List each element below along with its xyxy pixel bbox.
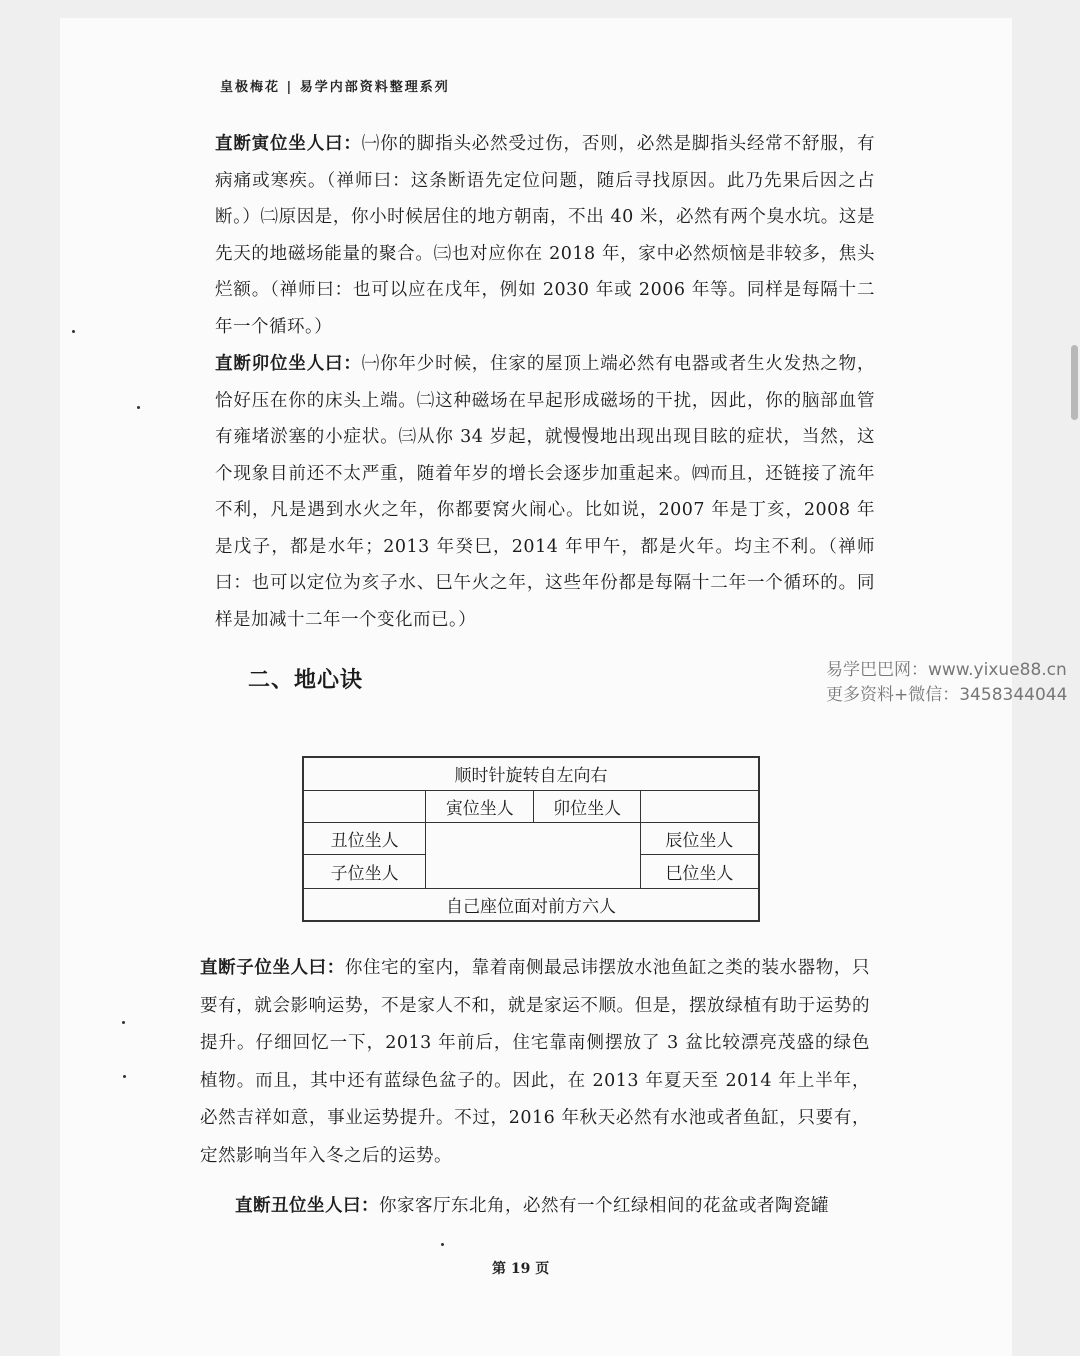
paragraph-zi	[200, 950, 870, 1175]
paragraph-label: 直断卯位坐人曰：	[215, 354, 362, 374]
diagram-cell-si: 巳位坐人	[640, 854, 759, 888]
paragraph-label: 直断丑位坐人曰：	[235, 1196, 379, 1216]
scan-speck	[72, 330, 75, 333]
paragraph-text: ㈠你年少时候，住家的屋顶上端必然有电器或者生火发热之物，恰好压在你的床头上端。㈡这种磁场在早起形成磁场的干扰，因此，你的脑部血管有雍堵淤塞的小症状。㈢从你 34 岁起，就慢慢地出现出现目眩的症状，当然，这个现象目前还不太严重，随着年岁的增长会逐步加重起来。㈣而且，还链接了流年不利，凡是遇到水火之年，你都要窝火闹心。比如说，2007 年是丁亥，2008 年是戊子，都是水年；2013 年癸巳，2014 年甲午，都是火年。均主不利。（禅师曰：也可以定位为亥子水、巳午火之年，这些年份都是每隔十二年一个循环的。同样是加减十二年一个变化而已。）	[215, 354, 876, 630]
page-number: 第 19 页	[492, 1261, 550, 1277]
paragraph-label: 直断子位坐人曰：	[200, 958, 345, 978]
scan-speck	[441, 1243, 444, 1246]
diagram-empty-cell	[640, 790, 759, 822]
scan-speck	[123, 1075, 126, 1078]
diagram-empty-cell	[303, 790, 426, 822]
paragraph-yin	[215, 126, 875, 345]
diagram-cell-chou: 丑位坐人	[303, 822, 426, 854]
diagram-top-label: 顺时针旋转自左向右	[303, 757, 759, 790]
paragraph-text: 你住宅的室内，靠着南侧最忌讳摆放水池鱼缸之类的装水器物，只要有，就会影响运势，不是家人不和，就是家运不顺。但是，摆放绿植有助于运势的提升。仔细回忆一下，2013 年前后，住宅靠南侧摆放了 3 盆比较漂亮茂盛的绿色植物。而且，其中还有蓝绿色盆子的。因此，在 2013 年夏天至 2014 年上半年，必然吉祥如意，事业运势提升。不过，2016 年秋天必然有水池或者鱼缸，只要有，定然影响当年入冬之后的运势。	[200, 958, 870, 1166]
scan-speck	[122, 1021, 125, 1024]
running-header: 皇极梅花 | 易学内部资料整理系列	[220, 80, 450, 95]
diagram-cell-zi: 子位坐人	[303, 854, 426, 888]
paragraph-chou	[235, 1188, 875, 1225]
paragraph-label: 直断寅位坐人曰：	[215, 134, 362, 154]
seating-diagram	[302, 756, 760, 922]
section-heading: 二、地心诀	[248, 667, 364, 693]
watermark-site: 易学巴巴网：www.yixue88.cn	[826, 660, 1067, 680]
diagram-cell-mao: 卯位坐人	[534, 790, 640, 822]
watermark-contact: 更多资料+微信：3458344044	[826, 685, 1068, 705]
diagram-center	[426, 822, 641, 888]
scan-speck	[137, 406, 140, 409]
diagram-bottom-label: 自己座位面对前方六人	[303, 888, 759, 921]
paragraph-text: ㈠你的脚指头必然受过伤，否则，必然是脚指头经常不舒服，有病痛或寒疾。（禅师曰：这条断语先定位问题，随后寻找原因。此乃先果后因之占断。）㈡原因是，你小时候居住的地方朝南，不出 40 米，必然有两个臭水坑。这是先天的地磁场能量的聚合。㈢也对应你在 2018 年，家中必然烦恼是非较多，焦头烂额。（禅师曰：也可以应在戊年，例如 2030 年或 2006 年等。同样是每隔十二年一个循环。）	[215, 134, 876, 337]
diagram-cell-chen: 辰位坐人	[640, 822, 759, 854]
paragraph-mao	[215, 346, 875, 638]
scrollbar-thumb[interactable]	[1071, 345, 1078, 420]
paragraph-text: 你家客厅东北角，必然有一个红绿相间的花盆或者陶瓷罐	[379, 1196, 829, 1216]
diagram-cell-yin: 寅位坐人	[426, 790, 534, 822]
